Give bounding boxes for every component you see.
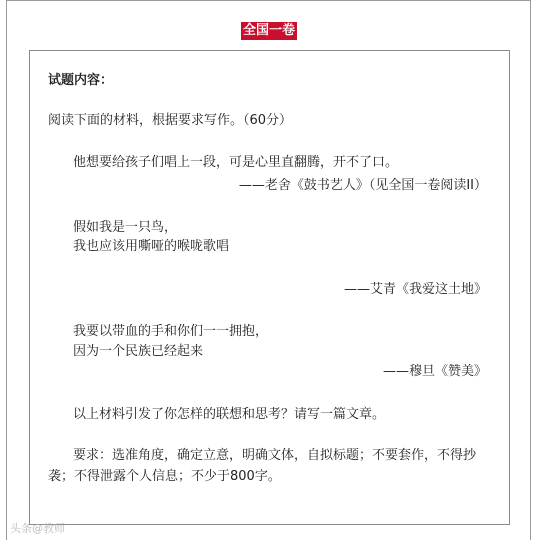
requirement-line2: 袭；不得泄露个人信息；不少于800字。 bbox=[48, 469, 281, 484]
quote2-source: ——艾青《我爱这土地》 bbox=[343, 282, 487, 297]
quote3-line1: 我要以带血的手和你们一一拥抱， bbox=[73, 324, 269, 339]
watermark: 头条@教师 bbox=[10, 522, 65, 535]
quote2-line1: 假如我是一只鸟， bbox=[73, 220, 178, 235]
quote1-text: 他想要给孩子们唱上一段，可是心里直翻腾，开不了口。 bbox=[73, 155, 399, 170]
exam-badge: 全国一卷 bbox=[242, 23, 295, 38]
quote1-source: ——老舍《鼓书艺人》（见全国一卷阅读II） bbox=[238, 178, 487, 193]
quote2-line2: 我也应该用嘶哑的喉咙歌唱 bbox=[73, 239, 230, 254]
question-text: 以上材料引发了你怎样的联想和思考？请写一篇文章。 bbox=[73, 407, 386, 422]
quote3-line2: 因为一个民族已经起来 bbox=[73, 344, 204, 359]
exam-card bbox=[29, 50, 510, 525]
requirement-line1: 要求：选准角度，确定立意，明确文体，自拟标题；不要套作，不得抄 bbox=[73, 448, 477, 463]
heading: 试题内容： bbox=[48, 73, 114, 88]
prompt-text: 阅读下面的材料，根据要求写作。（60分） bbox=[48, 113, 293, 128]
quote3-source: ——穆旦《赞美》 bbox=[382, 364, 487, 379]
